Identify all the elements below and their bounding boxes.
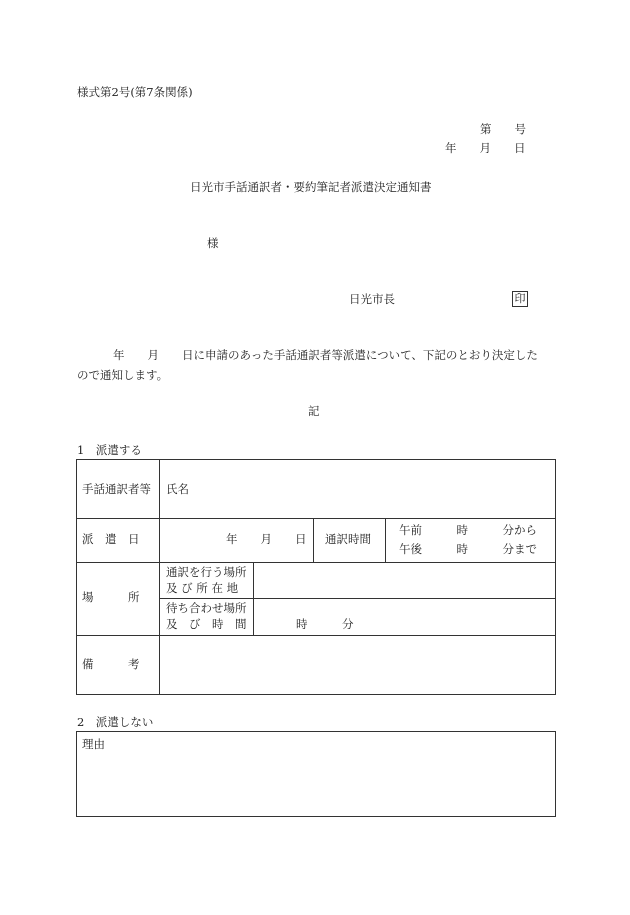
form-label: 様式第2号(第7条関係): [77, 85, 193, 99]
interpreter-label: 手話通訳者等: [82, 482, 151, 496]
reason-label: 理由: [82, 737, 105, 751]
place-sub1-line2: 及 び 所 在 地: [166, 581, 239, 595]
place-sub1-line1: 通訳を行う場所: [166, 565, 247, 579]
ki-heading: 記: [308, 404, 320, 418]
interpreter-name-label: 氏名: [166, 482, 189, 496]
issuer-name: 日光市長: [349, 292, 395, 306]
row-divider: [76, 562, 556, 563]
remarks-label: 備 考: [82, 657, 140, 671]
col-divider: [313, 518, 314, 562]
col-divider: [253, 562, 254, 635]
body-line-1: 年 月 日に申請のあった手話通訳者等派遣について、下記のとおり決定した: [113, 348, 538, 362]
document-title: 日光市手話通訳者・要約筆記者派遣決定通知書: [190, 180, 432, 194]
seal-mark: 印: [512, 291, 528, 307]
reason-box: [76, 731, 556, 817]
place-sub2-line2: 及 び 時 間: [166, 617, 247, 631]
am-time-line: 午前 時 分から: [399, 523, 537, 537]
recipient-honorific: 様: [207, 236, 219, 250]
section1-heading: 1 派遣する: [77, 443, 142, 457]
body-line-2: ので通知します。: [77, 368, 169, 382]
dispatch-date-label: 派 遣 日: [82, 532, 140, 546]
place-label: 場 所: [82, 590, 140, 604]
meeting-time: 時 分: [296, 617, 354, 631]
interp-time-label: 通訳時間: [325, 532, 371, 546]
col-divider: [385, 518, 386, 562]
row-divider: [76, 635, 556, 636]
row-divider: [76, 518, 556, 519]
place-sub2-line1: 待ち合わせ場所: [166, 601, 247, 615]
col-divider: [159, 459, 160, 695]
pm-time-line: 午後 時 分まで: [399, 542, 537, 556]
number-line: 第 号: [480, 122, 526, 136]
row-divider: [159, 598, 556, 599]
section2-heading: 2 派遣しない: [77, 715, 154, 729]
date-line: 年 月 日: [445, 141, 526, 155]
dispatch-date-value: 年 月 日: [226, 532, 307, 546]
